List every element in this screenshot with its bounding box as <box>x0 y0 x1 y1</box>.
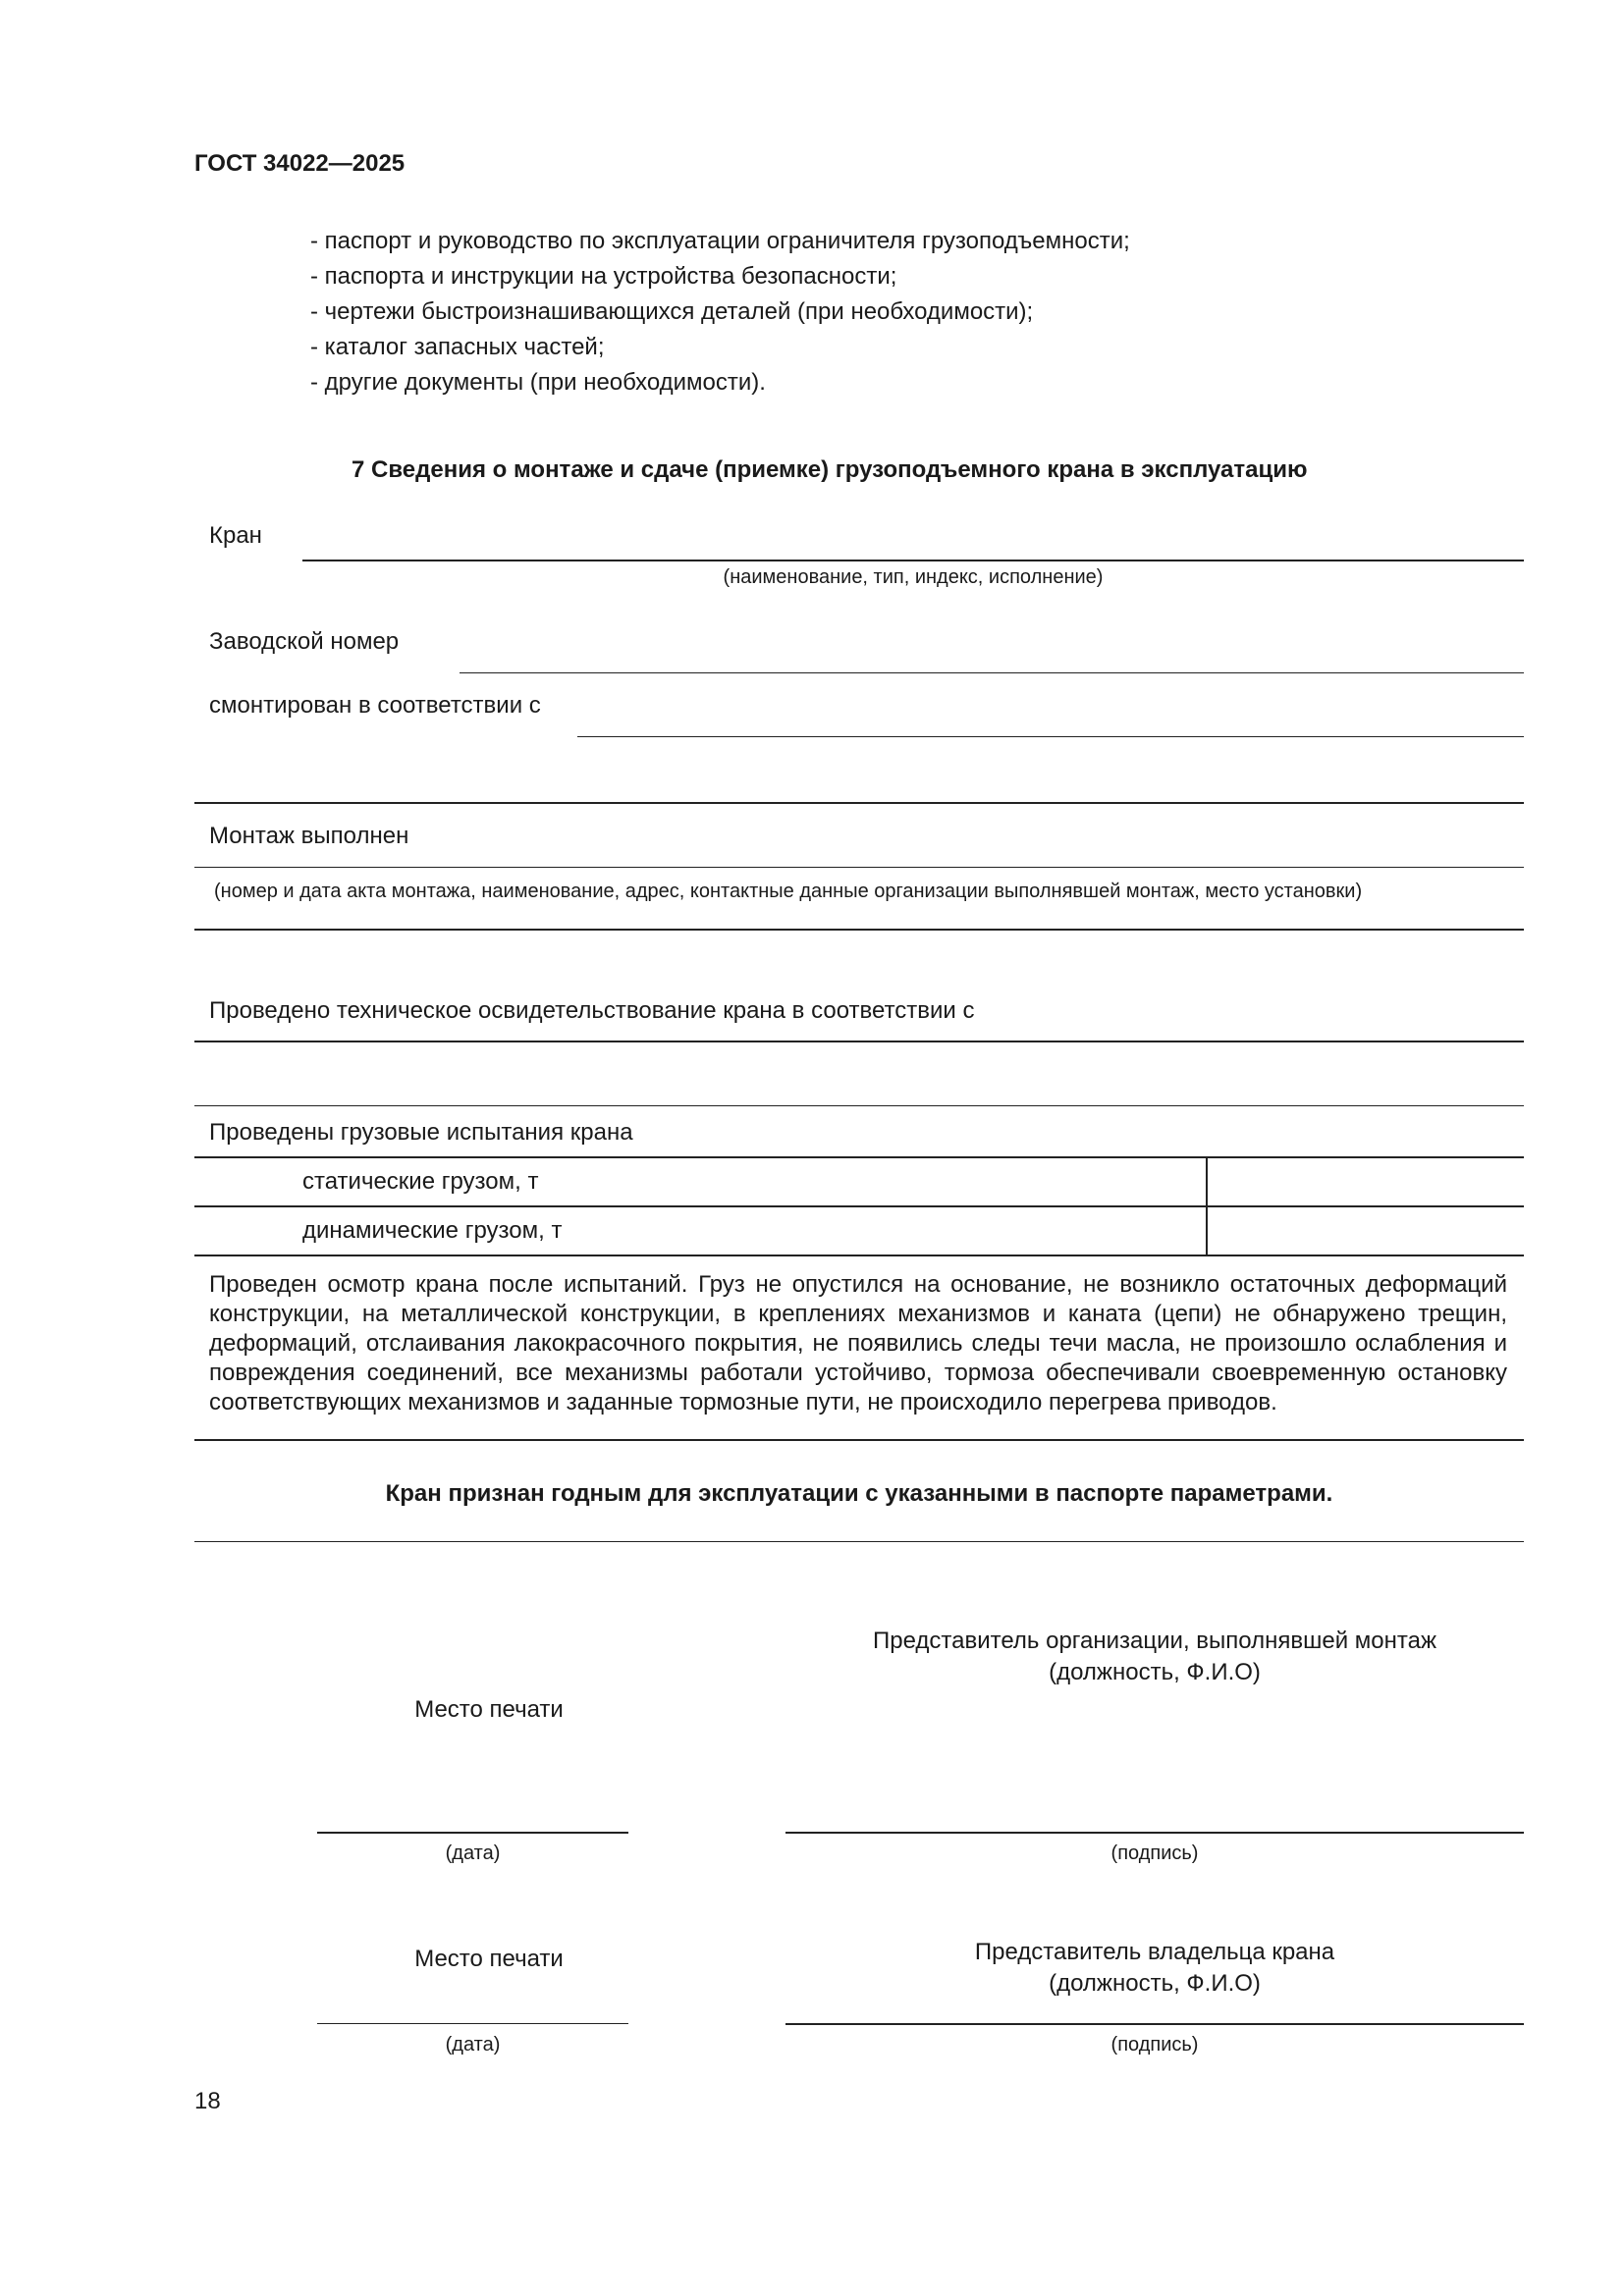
table-line <box>194 1205 1524 1207</box>
inspection-label: Проведено техническое освидетельствование крана в соответствии с <box>209 997 975 1024</box>
representative-title: Представитель организации, выполнявшей монтаж <box>873 1628 1436 1654</box>
mounted-label: смонтирован в соответствии с <box>209 692 541 719</box>
list-item: - паспорт и руководство по эксплуатации ограничителя грузоподъемности; <box>310 228 1130 254</box>
crane-label: Кран <box>209 522 262 549</box>
serial-field-line[interactable] <box>460 672 1524 673</box>
load-tests-label: Проведены грузовые испытания крана <box>209 1119 633 1146</box>
page-number: 18 <box>194 2088 221 2114</box>
dynamic-load-label: динамические грузом, т <box>302 1217 563 1244</box>
separator-line <box>194 1541 1524 1542</box>
date-hint: (дата) <box>445 2034 501 2056</box>
list-item: - другие документы (при необходимости). <box>310 369 766 396</box>
representative-title: Представитель владельца крана <box>974 1939 1335 1965</box>
document-number: ГОСТ 34022—2025 <box>194 150 406 177</box>
separator-line <box>194 1439 1524 1441</box>
list-item: - чертежи быстроизнашивающихся деталей (при необходимости); <box>310 298 1034 325</box>
table-line <box>194 1156 1524 1158</box>
list-item: - паспорта и инструкции на устройства безопасности; <box>310 263 897 290</box>
inspection-paragraph: Проведен осмотр крана после испытаний. Груз не опустился на основание, не возникло остаточных деформаций конструкции, на металлической конструкции, в креплениях механизмов и каната (цепи) не обнаружено трещин, деформаций, отслаивания лакокрасочного покрытия, не появились следы течи масла, не произошло ослабления и повреждения соединений, все механизмы работали устойчиво, тормоза обеспечивали своевременную остановку соответствующих механизмов и заданные тормозные пути, не происходило перегрева приводов. <box>209 1271 1507 1415</box>
stamp-place: Место печати <box>414 1946 564 1972</box>
signature-field-line[interactable] <box>785 2023 1524 2025</box>
separator-line[interactable] <box>194 802 1524 804</box>
conclusion-text: Кран признан годным для эксплуатации с указанными в паспорте параметрами. <box>385 1480 1333 1507</box>
installation-field-line[interactable] <box>194 867 1524 868</box>
stamp-place: Место печати <box>414 1696 564 1723</box>
representative-subtitle: (должность, Ф.И.О) <box>1049 1970 1261 1997</box>
signature-field-line[interactable] <box>785 1832 1524 1834</box>
date-hint: (дата) <box>445 1842 501 1864</box>
section-title: 7 Сведения о монтаже и сдаче (приемке) грузоподъемного крана в эксплуатацию <box>352 456 1308 483</box>
installation-hint: (номер и дата акта монтажа, наименование, адрес, контактные данные организации выполнявшей монтаж, место установки) <box>214 881 1363 902</box>
table-line <box>194 1255 1524 1256</box>
separator-line[interactable] <box>194 929 1524 931</box>
separator-line[interactable] <box>194 1105 1524 1106</box>
signature-hint: (подпись) <box>1110 1842 1199 1864</box>
date-field-line[interactable] <box>317 2023 628 2024</box>
list-item: - каталог запасных частей; <box>310 334 605 360</box>
installation-label: Монтаж выполнен <box>209 823 409 849</box>
signature-hint: (подпись) <box>1110 2034 1199 2056</box>
date-field-line[interactable] <box>317 1832 628 1834</box>
mounted-field-line[interactable] <box>577 736 1524 737</box>
crane-field-hint: (наименование, тип, индекс, исполнение) <box>723 566 1104 588</box>
inspection-field-line[interactable] <box>194 1041 1524 1042</box>
crane-field-line[interactable] <box>302 560 1524 561</box>
static-load-label: статические грузом, т <box>302 1168 539 1195</box>
representative-subtitle: (должность, Ф.И.О) <box>1049 1659 1261 1685</box>
serial-label: Заводской номер <box>209 628 400 655</box>
table-column-divider <box>1206 1156 1208 1255</box>
